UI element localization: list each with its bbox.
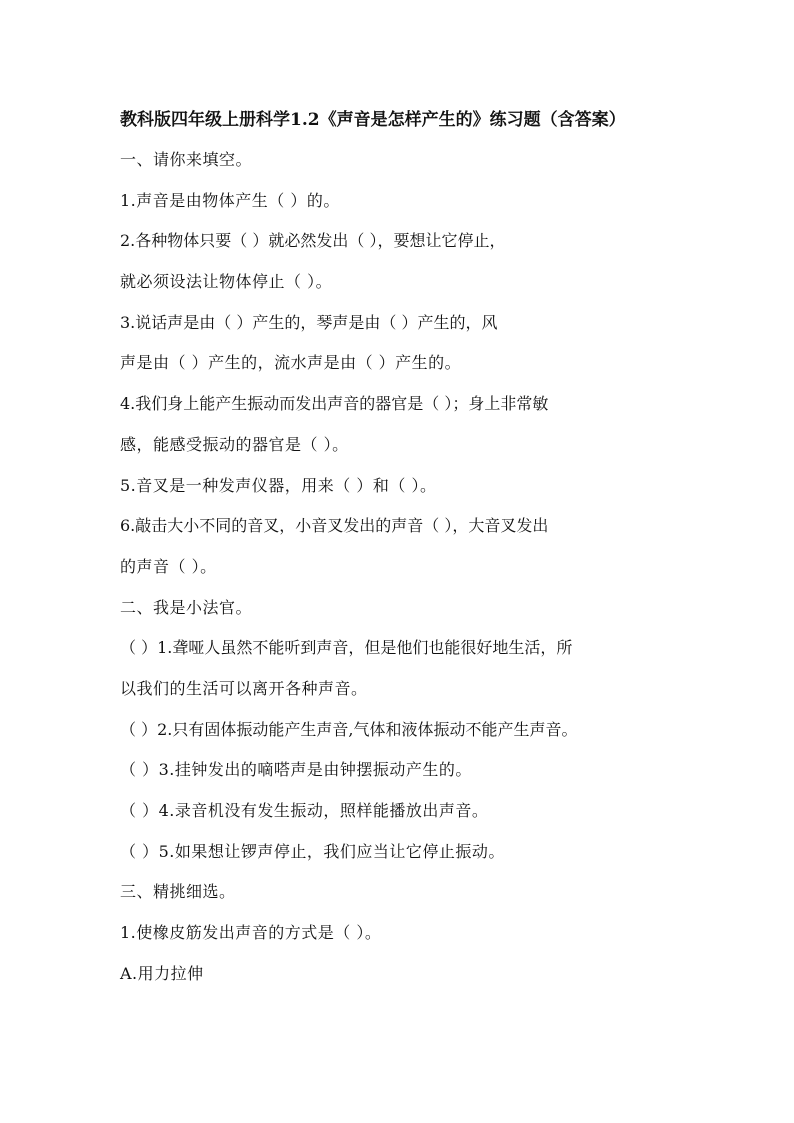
section-heading-judge: 二、我是小法官。 — [120, 597, 253, 617]
section-heading-fill-blanks: 一、请你来填空。 — [120, 150, 253, 169]
section-heading-choice: 三、精挑细选。 — [120, 882, 236, 902]
question-4-line-2: 感，能感受振动的器官是（ ）。 — [120, 434, 349, 454]
question-3-line-1: 3.说话声是由（ ）产生的，琴声是由（ ）产生的，风 — [120, 312, 498, 332]
judge-1-line-2: 以我们的生活可以离开各种声音。 — [120, 678, 368, 698]
choice-1-line: 1.使橡皮筋发出声音的方式是（ ）。 — [120, 923, 382, 943]
choice-1-option-a: A.用力拉伸 — [120, 963, 204, 983]
judge-5-line: （ ）5.如果想让锣声停止，我们应当让它停止振动。 — [120, 841, 505, 861]
judge-1-line-1: （ ）1.聋哑人虽然不能听到声音，但是他们也能很好地生活，所 — [120, 638, 573, 658]
question-2-line-1: 2.各种物体只要（ ）就必然发出（ ），要想让它停止， — [120, 231, 506, 251]
question-2-line-2: 就必须设法让物体停止（ ）。 — [120, 272, 333, 292]
question-5-line: 5.音叉是一种发声仪器，用来（ ）和（ ）。 — [120, 475, 437, 495]
question-3-line-2: 声是由（ ）产生的，流水声是由（ ）产生的。 — [120, 353, 462, 373]
document-title: 教科版四年级上册科学1.2《声音是怎样产生的》练习题（含答案） — [120, 110, 626, 130]
question-6-line-2: 的声音（ ）。 — [120, 556, 217, 576]
judge-3-line: （ ）3.挂钟发出的嘀嗒声是由钟摆振动产生的。 — [120, 760, 472, 780]
judge-2-line: （ ）2.只有固体振动能产生声音,气体和液体振动不能产生声音。 — [120, 719, 578, 739]
question-4-line-1: 4.我们身上能产生振动而发出声音的器官是（ ）；身上非常敏 — [120, 394, 549, 414]
question-6-line-1: 6.敲击大小不同的音叉，小音叉发出的声音（ ），大音叉发出 — [120, 516, 549, 536]
document-content — [120, 100, 680, 994]
judge-4-line: （ ）4.录音机没有发生振动，照样能播放出声音。 — [120, 801, 489, 820]
question-1-line: 1.声音是由物体产生（ ）的。 — [120, 190, 340, 210]
